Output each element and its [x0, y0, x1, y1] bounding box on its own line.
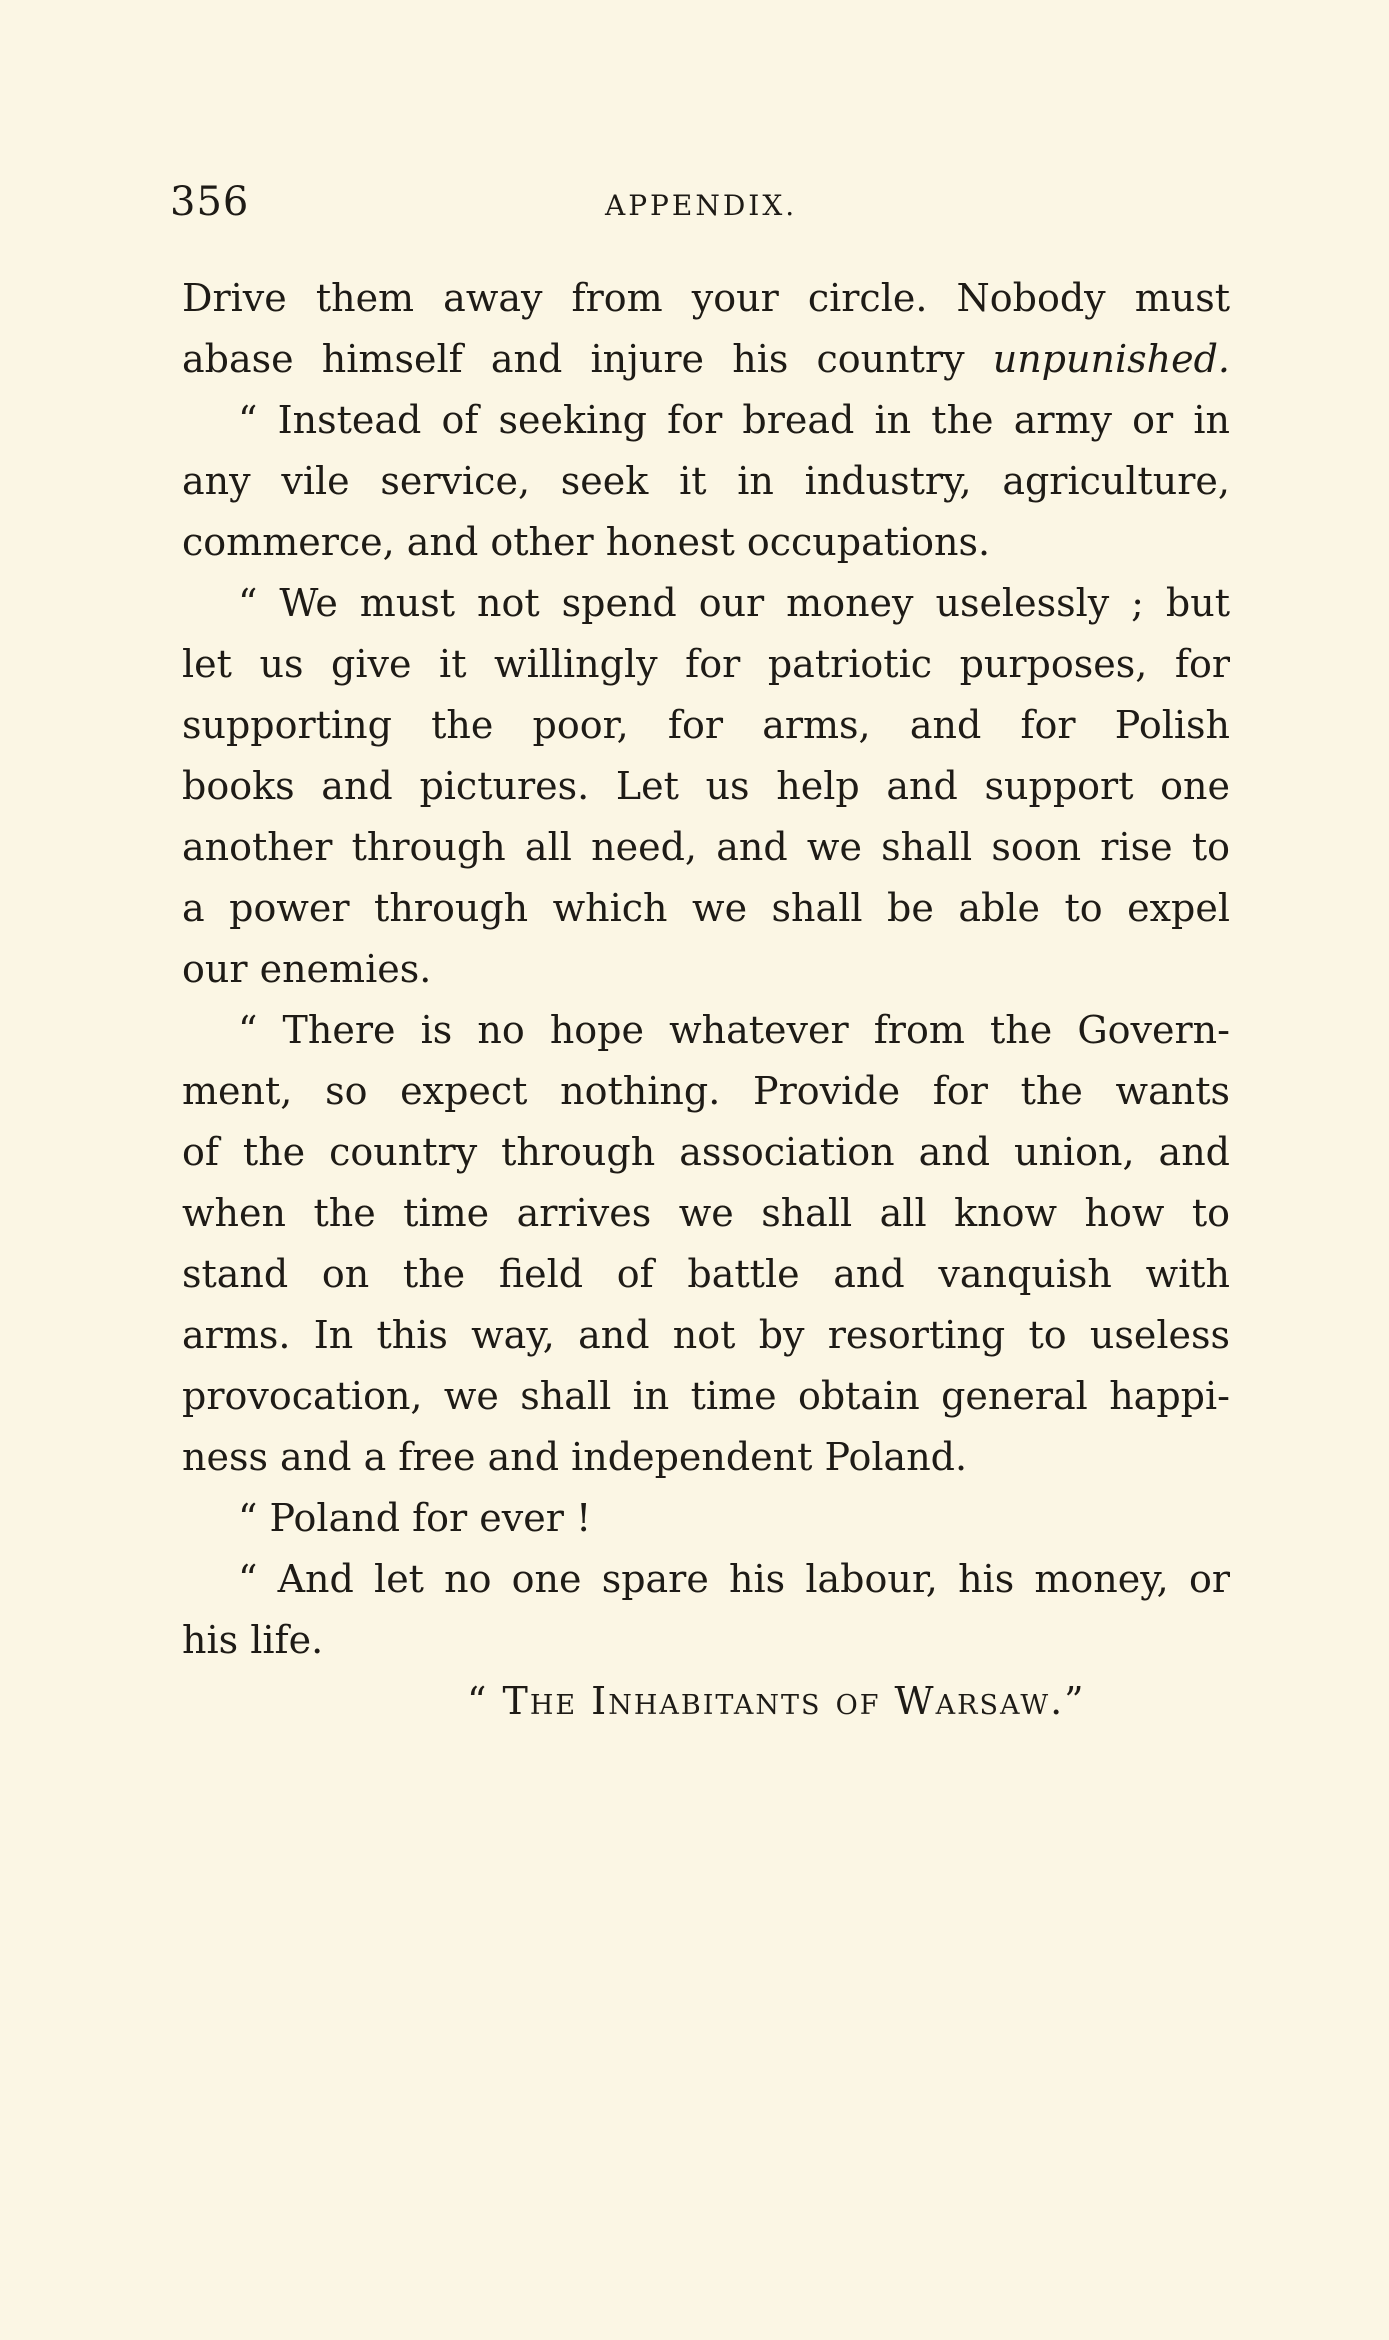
text-line: his life. [182, 1618, 324, 1662]
text-line: “ We must not spend our money uselessly ; but [238, 581, 1230, 625]
body-text [182, 268, 1230, 1732]
text-line: when the time arrives we shall all know how to [182, 1191, 1230, 1235]
text-line: “ Instead of seeking for bread in the army or in [238, 398, 1230, 442]
text-line: let us give it willingly for patriotic purposes, for [182, 642, 1230, 686]
signature-line: “ The Inhabitants of Warsaw.” [467, 1679, 1086, 1723]
text-line: any vile service, seek it in industry, agriculture, [182, 459, 1230, 503]
text-line: “ Poland for ever ! [238, 1496, 592, 1540]
text-line: a power through which we shall be able to expel [182, 886, 1230, 930]
text-line: arms. In this way, and not by resorting to useless [182, 1313, 1230, 1357]
text-line: supporting the poor, for arms, and for Polish [182, 703, 1230, 747]
text-line: provocation, we shall in time obtain general happi- [182, 1374, 1230, 1418]
text-line [182, 329, 1230, 390]
text-line: of the country through association and union, and [182, 1130, 1230, 1174]
text-line: ness and a free and independent Poland. [182, 1435, 968, 1479]
text-line: Drive them away from your circle. Nobody must [182, 276, 1230, 320]
text-line: books and pictures. Let us help and support one [182, 764, 1230, 808]
text-line: stand on the field of battle and vanquish with [182, 1252, 1230, 1296]
emphasized-word: unpunished. [992, 337, 1230, 381]
text-line: “ There is no hope whatever from the Govern- [238, 1008, 1230, 1052]
page-number: 356 [170, 179, 250, 225]
text-segment: abase himself and injure his country [182, 337, 965, 381]
text-line: “ And let no one spare his labour, his money, or [238, 1557, 1230, 1601]
page-header [170, 172, 1220, 232]
text-line: another through all need, and we shall soon rise to [182, 825, 1230, 869]
text-line: our enemies. [182, 947, 432, 991]
text-line: ment, so expect nothing. Provide for the wants [182, 1069, 1230, 1113]
text-line: commerce, and other honest occupations. [182, 520, 991, 564]
running-title: APPENDIX. [605, 189, 798, 222]
